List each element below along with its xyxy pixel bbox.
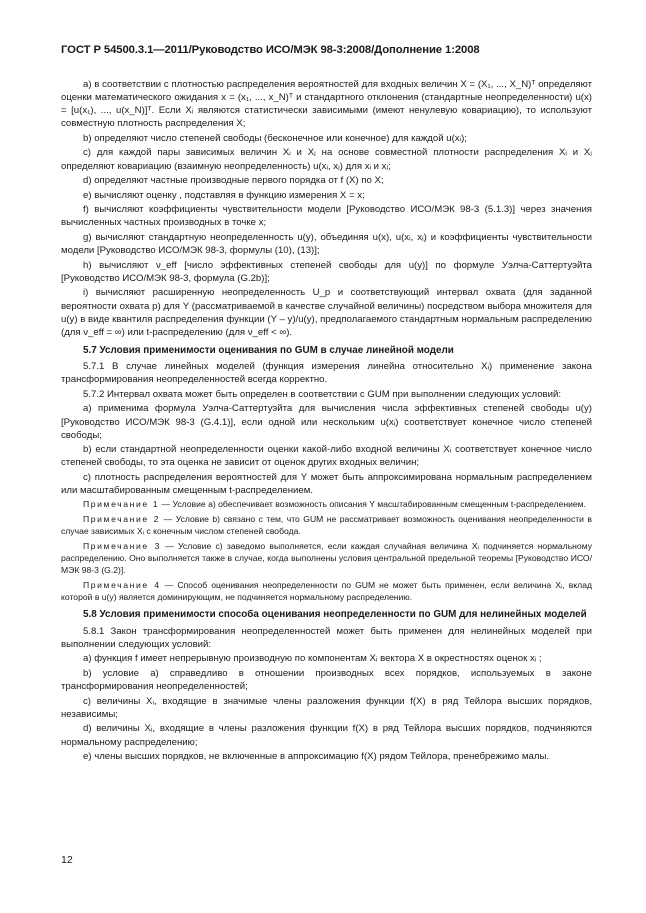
page-number: 12 — [61, 854, 73, 866]
note-text: — Способ оценивания неопределенности по GUM не может быть применен, если величина Xᵢ, вклад которой в u(y) является доминирующим, не подчиняется нормальному распределению. — [61, 580, 592, 602]
list-item: b) если стандартной неопределенности оценки какой-либо входной величины Xᵢ соответствует конечное число степеней свободы, то эта оценка не зависит от оценок других входных величин; — [61, 444, 592, 469]
note-label: Примечание 2 — [83, 514, 161, 525]
list-item: d) величины Xᵢ, входящие в члены разложения функции f(X) в ряд Тейлора высших порядков, подчиняются нормальному распределению; — [61, 723, 592, 748]
paragraph-5-7-1: 5.7.1 В случае линейных моделей (функция измерения линейна относительно Xᵢ) применение закона трансформирования неопределенностей всегда корректно. — [61, 361, 592, 386]
list-item: е) вычисляют оценку , подставляя в функцию измерения X = x; — [83, 189, 365, 201]
note-label: Примечание 4 — [83, 580, 161, 591]
list-item: d) определяют частные производные первого порядка от f (X) по X; — [83, 175, 384, 187]
note-text: — Условие b) связано с тем, что GUM не рассматривает возможность оценивания неопределенности в случае зависимых Xᵢ с конечным числом степеней свобода. — [61, 514, 592, 536]
list-item: а) в соответствии с плотностью распределения вероятностей для входных величин X = (X₁, ..., X_N)ᵀ определяют оценки математического ожидания x = (x₁, ..., x_N)ᵀ и стандартного отклонения (стандартные неопределенности) u(x) = [u(x₁), ..., u(x_N)]ᵀ. Если Xᵢ являются статистически зависимыми (имеют ненулевую ковариацию), то используют совместную плотность распределения X; — [61, 79, 592, 130]
list-item: b) определяют число степеней свободы (бесконечное или конечное) для каждой u(xᵢ); — [83, 132, 467, 144]
list-item: е) члены высших порядков, не включенные в аппроксимацию f(X) рядом Тейлора, пренебрежимо малы. — [83, 751, 549, 763]
list-item: i) вычисляют расширенную неопределенность U_p и соответствующий интервал охвата (для заданной вероятности охвата p) для Y (рассматриваемой в качестве случайной величины) посредством выбора множителя для u(y) в виде квантиля распределения функции (Y – y)/u(y), предполагаемого стандартным нормальным распределению (для ν_eff = ∞) или t-распределению (для ν_eff < ∞). — [61, 287, 592, 338]
note-2 — [61, 514, 592, 537]
paragraph-5-8-1: 5.8.1 Закон трансформирования неопределенностей может быть применен для нелинейных моделей при выполнении следующих условий: — [61, 625, 592, 650]
list-item: c) для каждой пары зависимых величин Xᵢ и Xⱼ на основе совместной плотности распределения Xᵢ и Xⱼ определяют ковариацию (взаимную неопределенность) u(xᵢ, xⱼ) для xᵢ и xⱼ; — [61, 147, 592, 172]
running-header: ГОСТ Р 54500.3.1—2011/Руководство ИСО/МЭК 98-3:2008/Дополнение 1:2008 — [61, 44, 480, 56]
note-label: Примечание 3 — [83, 541, 161, 552]
list-item: c) величины Xᵢ, входящие в значимые члены разложения функции f(X) в ряд Тейлора высших порядков, независимы; — [61, 695, 592, 720]
paragraph-5-7-2: 5.7.2 Интервал охвата может быть определен в соответствии с GUM при выполнении следующих условий: — [83, 388, 562, 400]
document-body — [61, 78, 592, 765]
note-3 — [61, 541, 592, 576]
list-item: g) вычисляют стандартную неопределенность u(y), объединяя u(x), u(xᵢ, xⱼ) и коэффициенты чувствительности модели [Руководство ИСО/МЭК 98-3, формулы (10), (13)]; — [61, 232, 592, 257]
list-item: f) вычисляют коэффициенты чувствительности модели [Руководство ИСО/МЭК 98-3 (5.1.3)] через значения вычисленных частных производных в точке x; — [61, 204, 592, 229]
section-heading-5-7: 5.7 Условия применимости оценивания по GUM в случае линейной модели — [83, 344, 454, 356]
list-item: c) плотность распределения вероятностей для Y может быть аппроксимирована нормальным распределением или масштабированным смещенным t-распределением. — [61, 471, 592, 497]
list-item: а) функция f имеет непрерывную производную по компонентам Xᵢ вектора X в окрестностях оценок xᵢ ; — [83, 653, 542, 665]
note-4 — [61, 580, 592, 603]
list-item: а) применима формула Уэлча-Саттертуэйта для вычисления числа эффективных степеней свободы u(y) [Руководство ИСО/МЭК 98-3 (G.4.1)], если одной или нескольким u(xᵢ) соответствует конечное число степеней свободы; — [61, 403, 592, 441]
section-heading-5-8: 5.8 Условия применимости способа оценивания неопределенности по GUM для нелинейных моделей — [83, 609, 587, 621]
note-1 — [61, 499, 592, 511]
note-text: — Условие c) заведомо выполняется, если каждая случайная величина Xᵢ подчиняется нормальному распределению. Оно выполняется также в случае, когда выполнены условия центральной предельной теоремы [Руководство ИСО/МЭК 98-3 (G.2)]. — [61, 541, 593, 575]
note-text: — Условие а) обеспечивает возможность описания Y масштабированным смещенным t-распределением. — [159, 498, 586, 509]
list-item: h) вычисляют ν_eff [число эффективных степеней свободы для u(y)] по формуле Уэлча-Саттертуэйта [Руководство ИСО/МЭК 98-3, формула (G.2b)]; — [61, 259, 592, 284]
list-item: b) условие а) справедливо в отношении производных всех порядков, используемых в законе трансформирования неопределенностей; — [61, 668, 592, 693]
note-label: Примечание 1 — [83, 498, 160, 509]
